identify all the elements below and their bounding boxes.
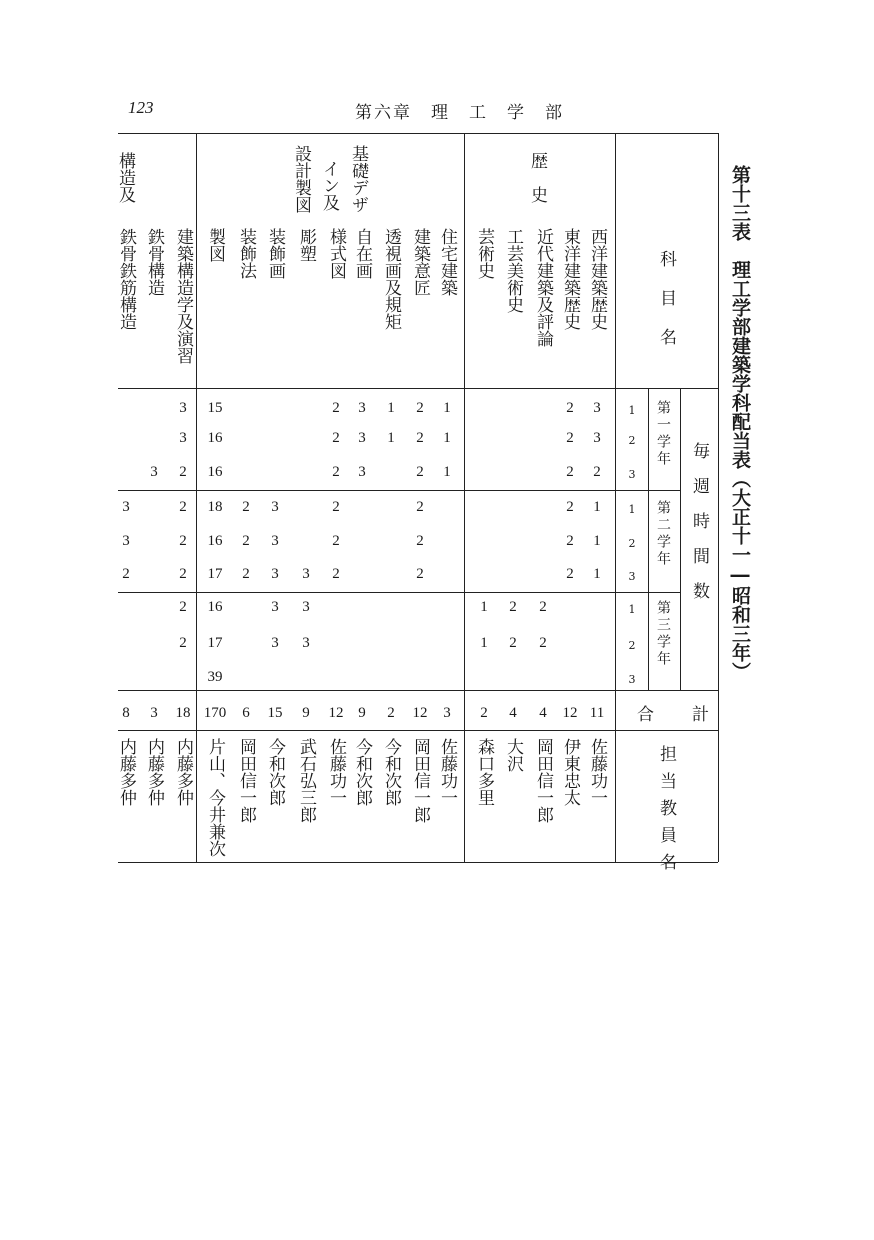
term-label: 1 (628, 603, 636, 616)
hours-cell: 2 (509, 635, 517, 651)
subject-name: 彫塑 (296, 228, 316, 262)
hours-cell: 3 (302, 599, 310, 615)
hours-cell: 3 (302, 635, 310, 651)
hours-cell: 2 (179, 533, 187, 549)
hours-cell: 1 (593, 566, 601, 582)
group-design-2: イン及 (319, 160, 339, 211)
hours-cell: 2 (539, 635, 547, 651)
hours-cell: 1 (387, 430, 395, 446)
teacher-header: 担当教員名 (656, 745, 676, 880)
teacher-name: 今和次郎 (381, 738, 401, 806)
teacher-name: 岡田信一郎 (533, 738, 553, 823)
teacher-name: 今和次郎 (265, 738, 285, 806)
hours-cell: 2 (179, 635, 187, 651)
total-cell: 18 (175, 705, 191, 721)
hours-cell: 2 (242, 533, 250, 549)
subject-name: 製図 (205, 228, 225, 262)
hours-cell: 3 (593, 400, 601, 416)
total-cell: 9 (302, 705, 310, 721)
hours-cell: 18 (207, 499, 223, 515)
year-col-rule (680, 388, 681, 690)
teacher-name: 佐藤功一 (326, 738, 346, 806)
total-cell: 3 (150, 705, 158, 721)
group-divider (196, 133, 197, 862)
hours-cell: 3 (358, 400, 366, 416)
hours-cell: 1 (593, 499, 601, 515)
subject-name: 近代建築及評論 (533, 228, 553, 347)
teacher-name: 片山、今井兼次 (205, 738, 225, 857)
subject-name: 芸術史 (474, 228, 494, 279)
term-label: 3 (628, 673, 636, 686)
subject-name: 装飾法 (236, 228, 256, 279)
hours-cell: 2 (566, 566, 574, 582)
total-cell: 12 (412, 705, 428, 721)
hours-cell: 3 (593, 430, 601, 446)
hours-cell: 2 (179, 599, 187, 615)
hours-cell: 1 (593, 533, 601, 549)
hours-cell: 1 (443, 400, 451, 416)
hours-cell: 2 (566, 499, 574, 515)
teacher-name: 岡田信一郎 (410, 738, 430, 823)
total-cell: 4 (539, 705, 547, 721)
total-cell: 2 (480, 705, 488, 721)
group-design-1: 基礎デザ (348, 145, 368, 213)
hours-cell: 3 (179, 400, 187, 416)
subject-name: 工芸美術史 (503, 228, 523, 313)
hours-cell: 3 (271, 499, 279, 515)
hours-cell: 3 (271, 635, 279, 651)
hours-cell: 3 (358, 464, 366, 480)
hours-cell: 2 (566, 430, 574, 446)
hours-cell: 2 (416, 533, 424, 549)
hours-cell: 2 (179, 464, 187, 480)
subject-name: 鉄骨構造 (144, 228, 164, 296)
hours-cell: 3 (271, 566, 279, 582)
hours-cell: 2 (416, 464, 424, 480)
hours-cell: 16 (207, 599, 223, 615)
hours-cell: 2 (416, 400, 424, 416)
hours-cell: 2 (416, 430, 424, 446)
hours-cell: 2 (416, 499, 424, 515)
teacher-name: 今和次郎 (352, 738, 372, 806)
table-bottom-rule (118, 862, 718, 863)
hours-cell: 2 (179, 566, 187, 582)
year-block-rule (118, 592, 680, 593)
total-top-rule (118, 690, 718, 691)
subject-name: 鉄骨鉄筋構造 (116, 228, 136, 330)
term-label: 1 (628, 503, 636, 516)
hours-cell: 2 (539, 599, 547, 615)
table-top-rule (118, 133, 718, 134)
subject-name: 様式図 (326, 228, 346, 279)
hours-cell: 2 (566, 400, 574, 416)
subject-header-bottom-rule (615, 388, 718, 389)
subject-name: 建築意匠 (410, 228, 430, 296)
total-header: 合計 (637, 705, 747, 725)
term-label: 1 (628, 404, 636, 417)
teacher-name: 武石弘三郎 (296, 738, 316, 823)
hours-cell: 3 (271, 533, 279, 549)
hours-cell: 1 (443, 464, 451, 480)
subject-name-header: 科目名 (656, 250, 676, 367)
subject-name: 自在画 (352, 228, 372, 279)
year-label-1: 第一学年 (655, 400, 671, 468)
teacher-name: 佐藤功一 (587, 738, 607, 806)
teacher-name: 佐藤功一 (437, 738, 457, 806)
hours-cell: 2 (332, 533, 340, 549)
hours-cell: 3 (358, 430, 366, 446)
total-cell: 6 (242, 705, 250, 721)
hours-cell: 16 (207, 533, 223, 549)
teacher-name: 岡田信一郎 (236, 738, 256, 823)
group-history: 歴 史 (527, 152, 547, 203)
subject-name: 住宅建築 (437, 228, 457, 296)
hours-cell: 1 (480, 599, 488, 615)
group-divider (615, 133, 616, 862)
hours-cell: 39 (207, 669, 223, 685)
hours-cell: 2 (566, 533, 574, 549)
hours-cell: 3 (150, 464, 158, 480)
total-cell: 4 (509, 705, 517, 721)
term-col-rule (648, 388, 649, 690)
hours-cell: 2 (242, 566, 250, 582)
running-header: 第六章 理 工 学 部 (355, 103, 564, 123)
term-label: 2 (628, 537, 636, 550)
subject-name: 透視画及規矩 (381, 228, 401, 330)
hours-cell: 3 (179, 430, 187, 446)
hours-cell: 17 (207, 566, 223, 582)
table-title: 第十三表 理工学部建築学科配当表（大正十一―昭和三年） (729, 165, 751, 681)
page-number: 123 (128, 98, 154, 117)
header-bottom-rule (118, 388, 615, 389)
hours-cell: 17 (207, 635, 223, 651)
hours-cell: 2 (179, 499, 187, 515)
hours-cell: 16 (207, 464, 223, 480)
hours-cell: 2 (122, 566, 130, 582)
total-cell: 3 (443, 705, 451, 721)
hours-cell: 1 (480, 635, 488, 651)
hours-cell: 2 (332, 499, 340, 515)
teacher-name: 大沢 (503, 738, 523, 772)
hours-cell: 2 (332, 430, 340, 446)
total-cell: 9 (358, 705, 366, 721)
subject-name: 装飾画 (265, 228, 285, 279)
hours-cell: 15 (207, 400, 223, 416)
hours-cell: 3 (122, 533, 130, 549)
term-label: 2 (628, 639, 636, 652)
hours-cell: 2 (593, 464, 601, 480)
total-cell: 12 (562, 705, 578, 721)
hours-cell: 2 (416, 566, 424, 582)
group-design-3: 設計製図 (291, 145, 311, 213)
table-right-rule (718, 133, 719, 862)
year-block-rule (118, 490, 680, 491)
hours-cell: 2 (332, 400, 340, 416)
hours-cell: 3 (271, 599, 279, 615)
teacher-name: 内藤多仲 (144, 738, 164, 806)
total-cell: 170 (203, 705, 227, 721)
teacher-name: 内藤多仲 (116, 738, 136, 806)
term-label: 3 (628, 570, 636, 583)
subject-name: 西洋建築歴史 (587, 228, 607, 330)
hours-cell: 3 (122, 499, 130, 515)
total-cell: 8 (122, 705, 130, 721)
hours-cell: 2 (242, 499, 250, 515)
teacher-name: 森口多里 (474, 738, 494, 806)
subject-name: 東洋建築歴史 (560, 228, 580, 330)
subject-name: 建築構造学及演習 (173, 228, 193, 364)
total-cell: 2 (387, 705, 395, 721)
total-cell: 15 (267, 705, 283, 721)
hours-cell: 1 (387, 400, 395, 416)
group-divider (464, 133, 465, 862)
hours-cell: 1 (443, 430, 451, 446)
year-label-3: 第三学年 (655, 600, 671, 668)
total-bottom-rule (118, 730, 718, 731)
hours-cell: 2 (332, 566, 340, 582)
weekly-hours-header: 毎週時間数 (689, 442, 709, 617)
term-label: 3 (628, 468, 636, 481)
teacher-name: 内藤多仲 (173, 738, 193, 806)
term-label: 2 (628, 434, 636, 447)
teacher-name: 伊東忠太 (560, 738, 580, 806)
hours-cell: 2 (509, 599, 517, 615)
year-label-2: 第二学年 (655, 500, 671, 568)
hours-cell: 16 (207, 430, 223, 446)
group-structure: 構造及 (115, 152, 135, 203)
hours-cell: 2 (332, 464, 340, 480)
hours-cell: 3 (302, 566, 310, 582)
total-cell: 11 (589, 705, 605, 721)
hours-cell: 2 (566, 464, 574, 480)
total-cell: 12 (328, 705, 344, 721)
